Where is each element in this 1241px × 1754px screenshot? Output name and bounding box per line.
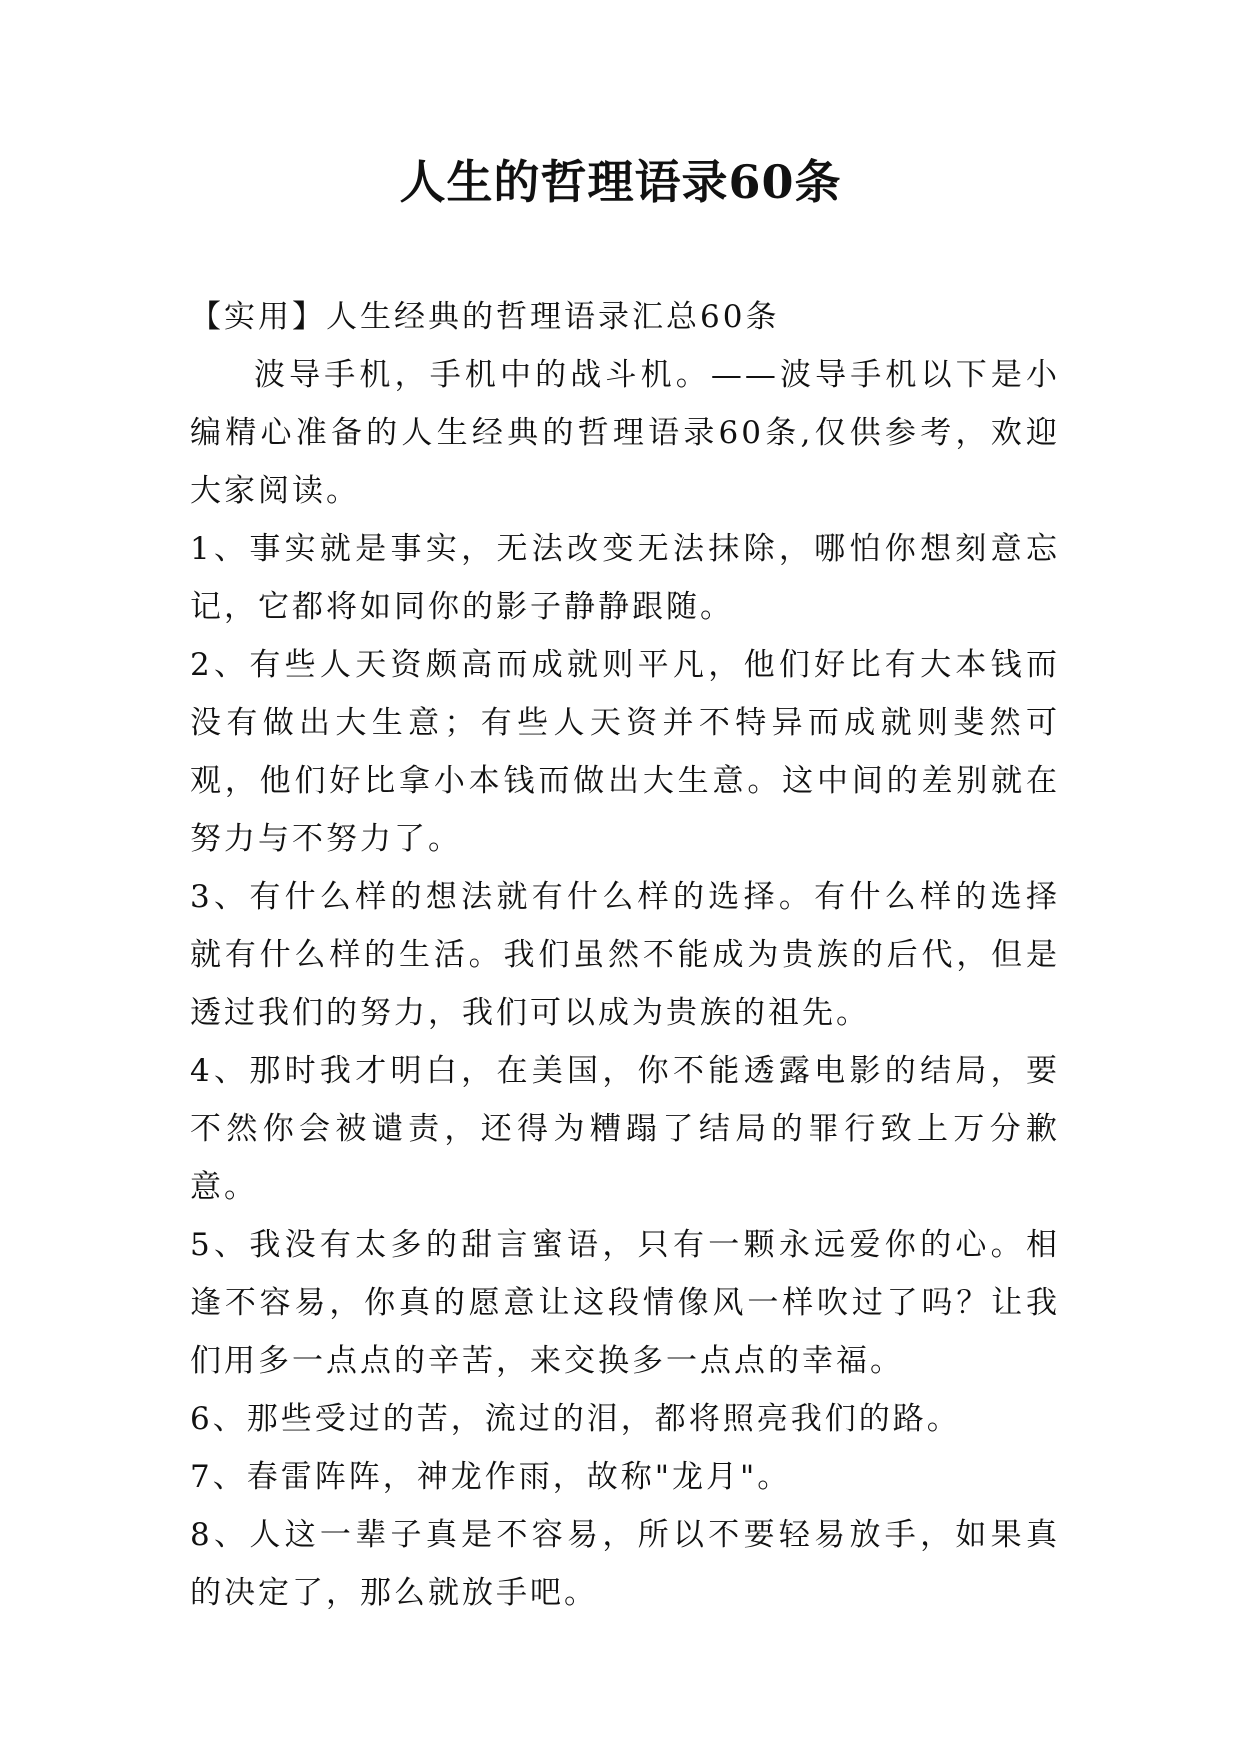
page-title: 人生的哲理语录60条 <box>399 155 842 209</box>
quote-paragraph: 8、人这一辈子真是不容易，所以不要轻易放手，如果真的决定了，那么就放手吧。 <box>190 1517 1060 1611</box>
quote-paragraph: 2、有些人天资颇高而成就则平凡，他们好比有大本钱而没有做出大生意；有些人天资并不特异而成就则斐然可观，他们好比拿小本钱而做出大生意。这中间的差别就在努力与不努力了。 <box>190 647 1060 857</box>
subtitle: 【实用】人生经典的哲理语录汇总60条 <box>190 299 780 335</box>
intro-paragraph: 波导手机，手机中的战斗机。——波导手机以下是小编精心准备的人生经典的哲理语录60条,仅供参考，欢迎大家阅读。 <box>190 357 1060 509</box>
quote-paragraph: 1、事实就是事实，无法改变无法抹除，哪怕你想刻意忘记，它都将如同你的影子静静跟随。 <box>190 531 1060 625</box>
quote-paragraph: 4、那时我才明白，在美国，你不能透露电影的结局，要不然你会被谴责，还得为糟蹋了结局的罪行致上万分歉意。 <box>190 1053 1060 1205</box>
quote-paragraph: 7、春雷阵阵，神龙作雨，故称"龙月"。 <box>190 1459 792 1495</box>
quote-paragraph: 6、那些受过的苦，流过的泪，都将照亮我们的路。 <box>190 1401 961 1437</box>
quote-paragraph: 3、有什么样的想法就有什么样的选择。有什么样的选择就有什么样的生活。我们虽然不能成为贵族的后代，但是透过我们的努力，我们可以成为贵族的祖先。 <box>190 879 1060 1031</box>
document-body <box>190 288 1060 1622</box>
quote-paragraph: 5、我没有太多的甜言蜜语，只有一颗永远爱你的心。相逢不容易，你真的愿意让这段情像风一样吹过了吗？让我们用多一点点的辛苦，来交换多一点点的幸福。 <box>190 1227 1060 1379</box>
